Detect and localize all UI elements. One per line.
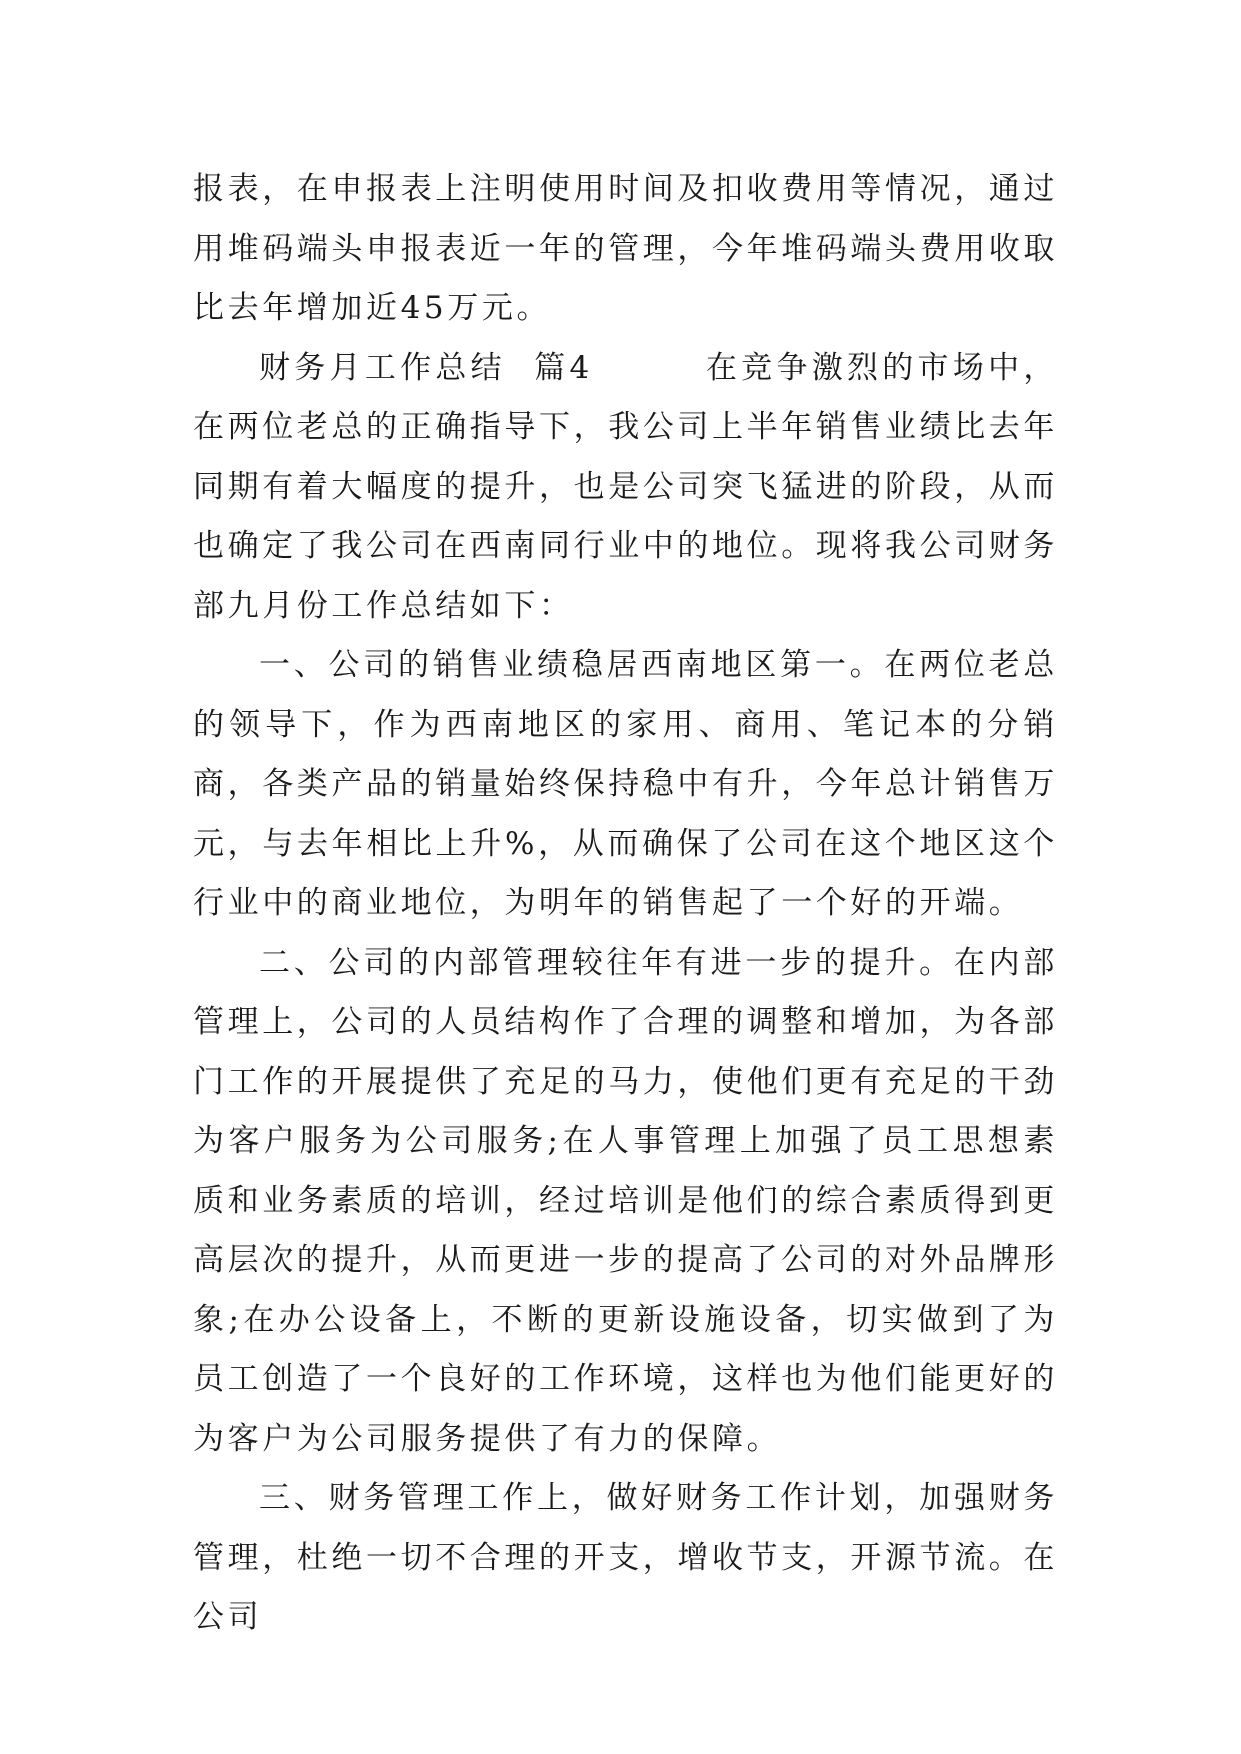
document-body (193, 160, 1058, 1648)
paragraph-point-1: 一、公司的销售业绩稳居西南地区第一。在两位老总的领导下，作为西南地区的家用、商用、笔记本的分销商，各类产品的销量始终保持稳中有升，今年总计销售万元，与去年相比上升%，从而确保了公司在这个地区这个行业中的商业地位，为明年的销售起了一个好的开端。 (193, 647, 1058, 921)
paragraph-section-4-intro: 财务月工作总结 篇4 在竞争激烈的市场中，在两位老总的正确指导下，我公司上半年销售业绩比去年同期有着大幅度的提升，也是公司突飞猛进的阶段，从而也确定了我公司在西南同行业中的地位。现将我公司财务部九月份工作总结如下： (193, 349, 1058, 624)
paragraph-continuation: 报表，在申报表上注明使用时间及扣收费用等情况，通过用堆码端头申报表近一年的管理，今年堆码端头费用收取比去年增加近45万元。 (193, 171, 1058, 326)
paragraph-point-2: 二、公司的内部管理较往年有进一步的提升。在内部管理上，公司的人员结构作了合理的调整和增加，为各部门工作的开展提供了充足的马力，使他们更有充足的干劲为客户服务为公司服务;在人事管理上加强了员工思想素质和业务素质的培训，经过培训是他们的综合素质得到更高层次的提升，从而更进一步的提高了公司的对外品牌形象;在办公设备上，不断的更新设施设备，切实做到了为员工创造了一个良好的工作环境，这样也为他们能更好的为客户为公司服务提供了有力的保障。 (193, 944, 1058, 1457)
paragraph-point-3: 三、财务管理工作上，做好财务工作计划，加强财务管理，杜绝一切不合理的开支，增收节支，开源节流。在公司 (193, 1480, 1058, 1635)
